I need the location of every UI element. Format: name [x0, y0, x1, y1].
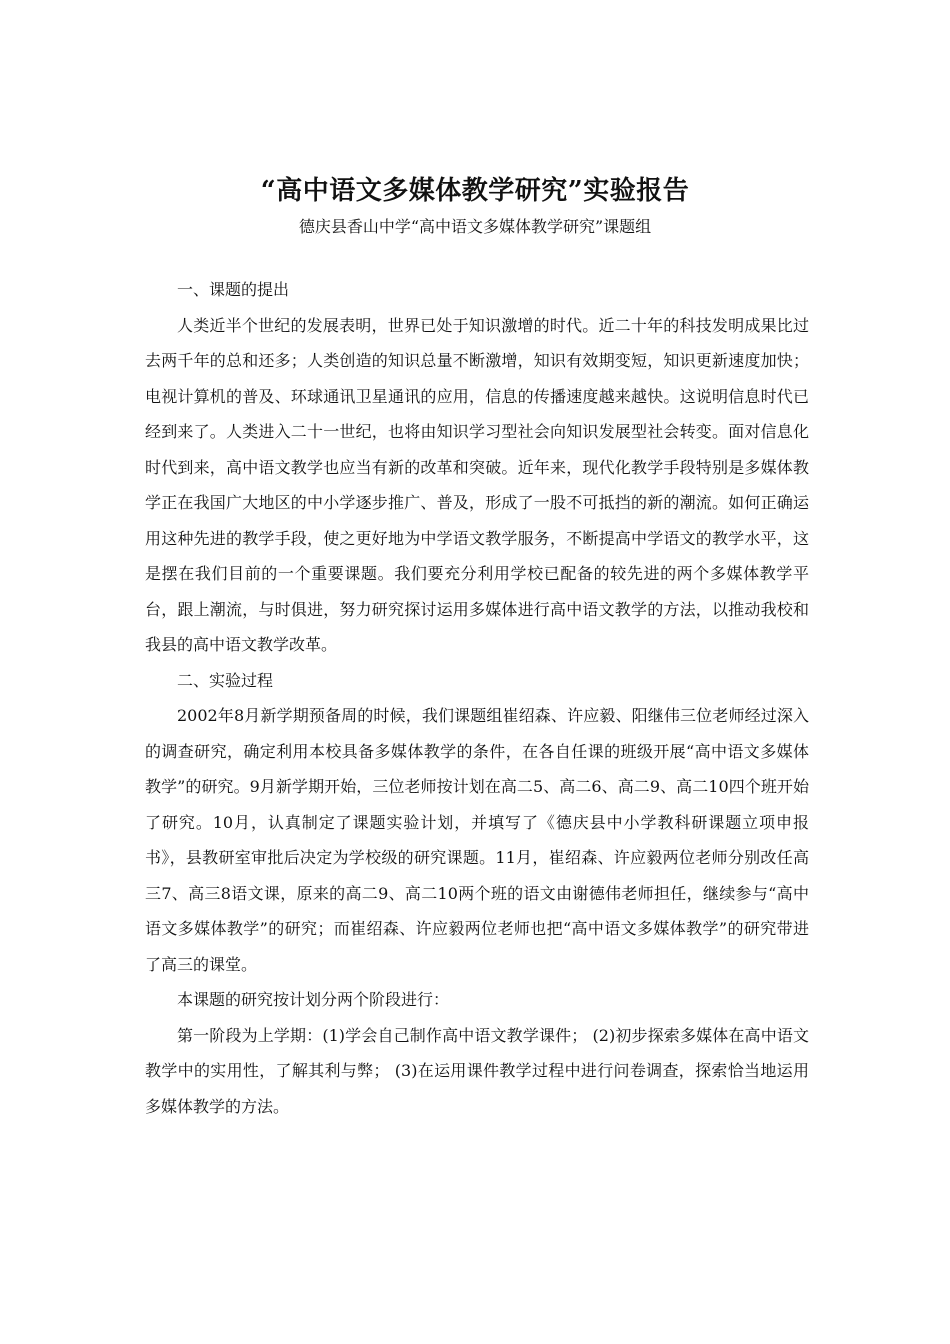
section-heading-proposal: 一、课题的提出	[177, 280, 290, 299]
paragraph: 人类近半个世纪的发展表明，世界已处于知识激增的时代。近二十年的科技发明成果比过去两千年的总和还多；人类创造的知识总量不断激增，知识有效期变短，知识更新速度加快；电视计算机的普及、环球通讯卫星通讯的应用，信息的传播速度越来越快。这说明信息时代已经到来了。人类进入二十一世纪，也将由知识学习型社会向知识发展型社会转变。面对信息化时代到来，高中语文教学也应当有新的改革和突破。近年来，现代化教学手段特别是多媒体教学正在我国广大地区的中小学逐步推广、普及，形成了一股不可抵挡的新的潮流。如何正确运用这种先进的教学手段，使之更好地为中学语文教学服务，不断提高中学语文的教学水平，这是摆在我们目前的一个重要课题。我们要充分利用学校已配备的较先进的两个多媒体教学平台，跟上潮流，与时俱进，努力研究探讨运用多媒体进行高中语文教学的方法，以推动我校和我县的高中语文教学改革。	[145, 315, 809, 654]
document-subtitle: 德庆县香山中学“高中语文多媒体教学研究”课题组	[298, 217, 652, 236]
paragraph: 第一阶段为上学期：(1)学会自己制作高中语文教学课件； (2)初步探索多媒体在高中语文教学中的实用性，了解其利与弊； (3)在运用课件教学过程中进行问卷调查，探索恰当地运用多媒体教学的方法。	[145, 1025, 809, 1116]
section-heading-process: 二、实验过程	[177, 670, 274, 690]
paragraph: 2002年8月新学期预备周的时候，我们课题组崔绍森、许应毅、阳继伟三位老师经过深入的调查研究，确定利用本校具备多媒体教学的条件，在各自任课的班级开展“高中语文多媒体教学”的研究。9月新学期开始，三位老师按计划在高二5、高二6、高二9、高二10四个班开始了研究。10月，认真制定了课题实验计划，并填写了《德庆县中小学教科研课题立项申报书》，县教研室审批后决定为学校级的研究课题。11月，崔绍森、许应毅两位老师分别改任高三7、高三8语文课，原来的高二9、高二10两个班的语文由谢德伟老师担任，继续参与“高中语文多媒体教学”的研究；而崔绍森、许应毅两位老师也把“高中语文多媒体教学”的研究带进了高三的课堂。	[145, 706, 809, 974]
document-body	[145, 272, 809, 1124]
document-title: “高中语文多媒体教学研究”实验报告	[260, 176, 690, 206]
paragraph: 本课题的研究按计划分两个阶段进行：	[177, 990, 450, 1009]
